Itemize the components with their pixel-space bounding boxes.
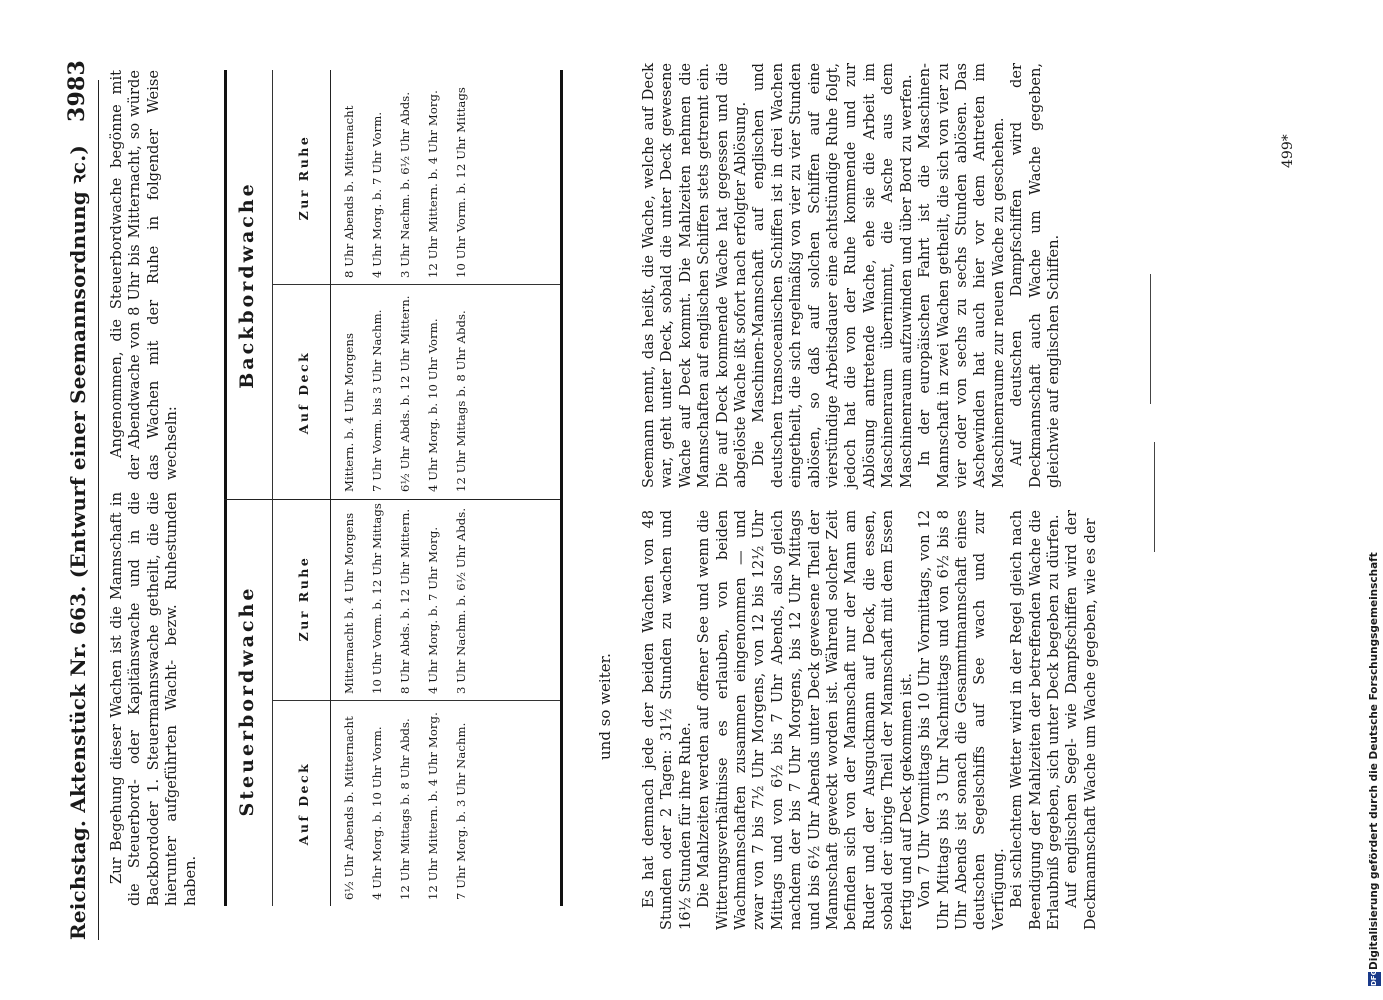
table-cell: 10 Uhr Vorm. b. 12 Uhr Mittags xyxy=(370,503,384,694)
text-column-left xyxy=(640,510,1100,930)
paragraph: Auf englischen Segel- wie Dampfschiffen wird der Deckmannschaft Wache um Wache gegeben, wie es der xyxy=(1063,510,1099,930)
table-cell: 6½ Uhr Abds. b. 12 Uhr Mittern. xyxy=(398,295,412,492)
dfg-logo-icon: DFG xyxy=(1368,972,1381,986)
table-cell: 10 Uhr Vorm. b. 12 Uhr Mittags xyxy=(454,87,468,278)
table-continuation-note: und so weiter. xyxy=(596,653,614,760)
table-cell: 4 Uhr Morg. b. 7 Uhr Morg. xyxy=(426,526,440,694)
column-header-auf-deck: Auf Deck xyxy=(296,350,311,435)
digitization-credit: Digitalisierung gefördert durch die Deutsche Forschungsgemeinschaft xyxy=(1368,552,1380,970)
table-rule-top xyxy=(224,70,227,500)
table-cell: 3 Uhr Nachm. b. 6½ Uhr Abds. xyxy=(454,507,468,694)
stray-rule xyxy=(1150,274,1151,404)
paragraph: Bei schlechtem Wetter wird in der Regel gleich nach Beendigung der Mahlzeiten der betreffenden Wache die Erlaubniß gegeben, sich unter Deck begeben zu dürfen. xyxy=(1008,510,1062,930)
text-column-right xyxy=(640,63,1063,488)
table-cell: 4 Uhr Morg. b. 10 Uhr Vorm. xyxy=(370,726,384,900)
table-rule-bottom xyxy=(560,496,563,906)
watch-table-backbord xyxy=(224,70,574,500)
page-header xyxy=(64,60,98,940)
table-cell: 12 Uhr Mittags b. 8 Uhr Abds. xyxy=(398,718,412,900)
table-cell: Mittern. b. 4 Uhr Morgens xyxy=(342,332,356,492)
table-rule-top xyxy=(224,496,227,906)
intro-paragraph-right: Angenommen, die Steuerbordwache begönne mit der Abendwache von 8 Uhr bis Mitternacht, so würde das Wachen mit der Ruhe in folgender Weise wechseln: xyxy=(108,70,181,480)
table-cell: 7 Uhr Morg. b. 3 Uhr Nachm. xyxy=(454,722,468,900)
paragraph: Die Mahlzeiten werden auf offener See und wenn die Witterungsverhältnisse es erlauben, von beiden Wachmannschaften zusammen eingenommen — und zwar von 7 bis 7½ Uhr Morgens, von 12 bis 12½ Uhr Mittags und von 6½ bis 7 Uhr Abends, also gleich nachdem der bis 7 Uhr Morgens, bis 12 Uhr Mittags und bis 6½ Uhr Abends unter Deck gewesene Theil der Mannschaft geweckt worden ist. Während solcher Zeit befinden sich von der Mannschaft nur der Mann am Ruder und der Ausguckmann auf Deck, die essen, sobald der übrige Theil der Mannschaft mit dem Essen fertig und auf Deck gekommen ist. xyxy=(695,510,915,930)
paragraph: Die Maschinen-Mannschaft auf englischen und deutschen transoceanischen Schiffen ist in drei Wachen eingetheilt, die sich regelmäßig von vier zu vier Stunden ablösen, so daß auf solchen Schiffen auf eine vierstündige Arbeitsdauer eine achtstündige Ruhe folgt, jedoch hat die von der Ruhe kommende und zur Ablösung antretende Wache, ehe sie die Arbeit im Maschinenraum übernimmt, die Asche aus dem Maschinenraum aufzuwinden und über Bord zu werfen. xyxy=(750,63,915,488)
table-cell: 4 Uhr Morg. b. 7 Uhr Vorm. xyxy=(370,111,384,278)
page-marker: 499* xyxy=(1280,134,1296,168)
column-header-zur-ruhe: Zur Ruhe xyxy=(296,555,311,642)
paragraph: Es hat demnach jede der beiden Wachen von 48 Stunden oder 2 Tagen: 31½ Stunden zu wachen und 16½ Stunden für ihre Ruhe. xyxy=(640,510,694,930)
table-cell: 6½ Uhr Abends b. Mitternacht xyxy=(342,716,356,900)
stray-rule xyxy=(1154,442,1155,552)
table-title: Backbordwache xyxy=(236,181,258,389)
table-cell: 4 Uhr Morg. b. 10 Uhr Vorm. xyxy=(426,318,440,492)
table-divider xyxy=(224,499,560,500)
table-cell: 7 Uhr Vorm. bis 3 Uhr Nachm. xyxy=(370,309,384,492)
table-cell: 8 Uhr Abends b. Mitternacht xyxy=(342,105,356,278)
column-header-zur-ruhe: Zur Ruhe xyxy=(296,134,311,221)
paragraph: Von 7 Uhr Vormittags bis 10 Uhr Vormittags, von 12 Uhr Mittags bis 3 Uhr Nachmittags und von 6½ bis 8 Uhr Abends ist sonach die Gesammtmannschaft eines deutschen Segelschiffs auf See wach und zur Verfügung. xyxy=(916,510,1007,930)
column-separator xyxy=(272,700,560,701)
paragraph: In der europäischen Fahrt ist die Maschinen-Mannschaft in zwei Wachen getheilt, die sich von vier zu vier oder von sechs zu sechs Stunden ablösen. Das Aschewinden hat auch hier vor dem Antreten im Maschinenraume zur neuen Wache zu geschehen. xyxy=(916,63,1007,488)
header-title: Reichstag. Aktenstück Nr. 663. (Entwurf einer Seemannsordnung ꝛc.) xyxy=(66,144,90,940)
table-head-rule xyxy=(272,496,273,906)
table-cell: 12 Uhr Mittern. b. 4 Uhr Morg. xyxy=(426,90,440,278)
table-cell: 12 Uhr Mittags b. 8 Uhr Abds. xyxy=(454,310,468,492)
column-header-auf-deck: Auf Deck xyxy=(296,761,311,846)
watch-table-steuerbord xyxy=(224,496,574,906)
intro-paragraph-left: Zur Begehung dieser Wachen ist die Mannschaft in die Steuerbord- oder Kapitänswache und in die Backbordoder 1. Steuermannswache getheilt, die die hierunter aufgeführten Wacht- bezw. Ruhestunden haben. xyxy=(108,492,199,906)
column-separator xyxy=(272,284,560,285)
header-rule xyxy=(98,80,99,940)
table-cell: 8 Uhr Abds. b. 12 Uhr Mittern. xyxy=(398,508,412,694)
table-rule-mid xyxy=(330,496,331,906)
table-title: Steuerbordwache xyxy=(236,585,258,817)
table-cell: 3 Uhr Nachm. b. 6½ Uhr Abds. xyxy=(398,91,412,278)
table-rule-bottom xyxy=(560,70,563,500)
table-rule-mid xyxy=(330,70,331,500)
paragraph: Seemann nennt, das heißt, die Wache, welche auf Deck war, geht unter Deck, sobald die unter Deck gewesene Wache auf Deck kommt. Die Mahlzeiten nehmen die Mannschaften auf englischen Schiffen stets getrennt ein. Die auf Deck kommende Wache hat gegessen und die abgelöste Wache ißt sofort nach erfolgter Ablösung. xyxy=(640,63,750,488)
paragraph: Auf deutschen Dampfschiffen wird der Deckmannschaft auch Wache um Wache gegeben, gleichwie auf englischen Schiffen. xyxy=(1008,63,1062,488)
table-head-rule xyxy=(272,70,273,500)
header-page-number: 3983 xyxy=(64,60,90,123)
table-cell: Mitternacht b. 4 Uhr Morgens xyxy=(342,512,356,694)
table-cell: 12 Uhr Mittern. b. 4 Uhr Morg. xyxy=(426,712,440,900)
